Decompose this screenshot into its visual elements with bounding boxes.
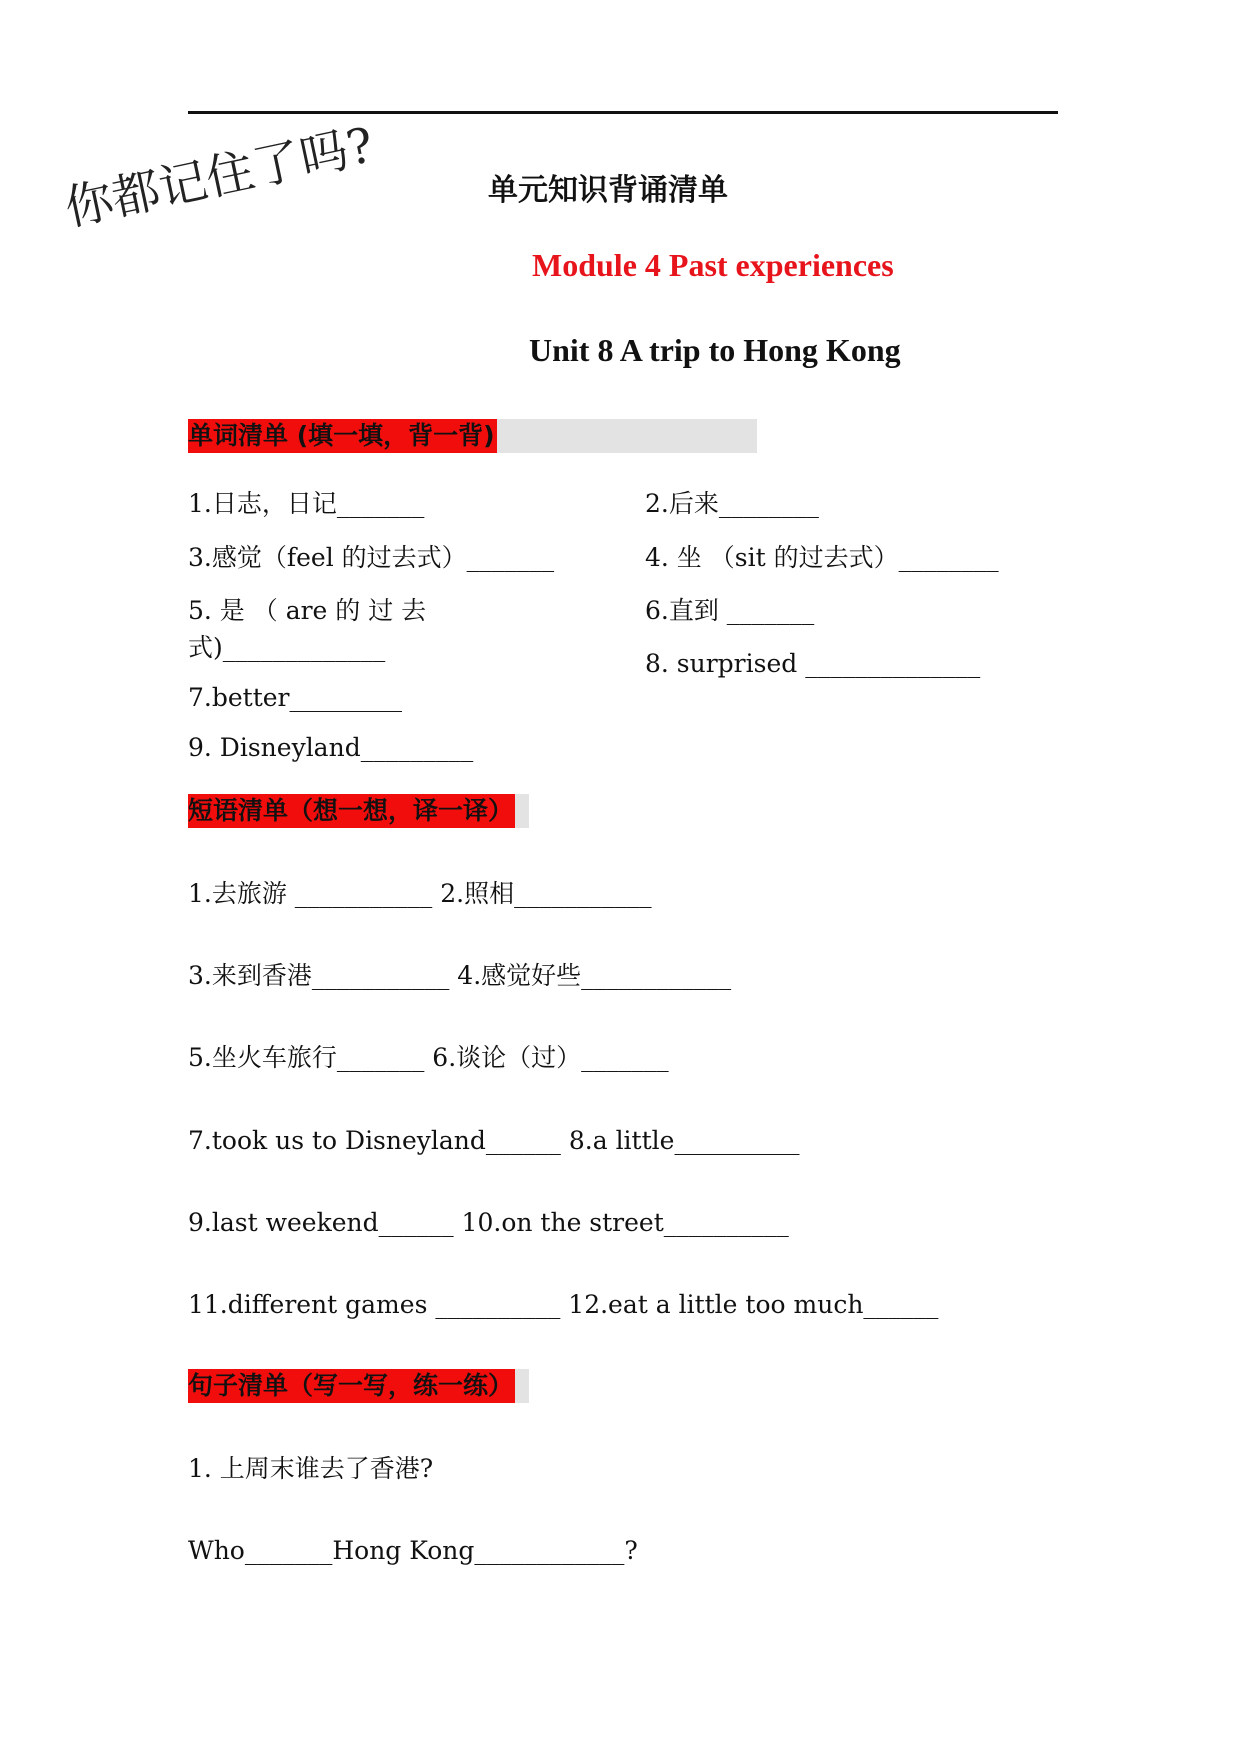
module-heading: Module 4 Past experiences <box>532 247 894 283</box>
section-header-phrases <box>188 794 529 828</box>
section-header-words-label: 单词清单 (填一填，背一背) <box>188 419 497 453</box>
word-item: 5. 是 （ are 的 过 去 <box>188 596 427 625</box>
word-item: 7.better_________ <box>188 683 402 712</box>
word-item: 2.后来________ <box>645 489 819 518</box>
sentence-answer-line: Who_______Hong Kong____________? <box>188 1536 638 1565</box>
unit-heading: Unit 8 A trip to Hong Kong <box>529 332 901 368</box>
section-header-highlight <box>515 1369 529 1403</box>
phrase-item: 9.last weekend______ 10.on the street__________ <box>188 1208 789 1237</box>
word-item: 6.直到 _______ <box>645 596 815 625</box>
word-item: 9. Disneyland_________ <box>188 733 474 762</box>
section-header-sentences <box>188 1369 529 1403</box>
section-header-phrases-label: 短语清单（想一想，译一译） <box>188 794 515 828</box>
phrase-item: 11.different games __________ 12.eat a little too much______ <box>188 1290 939 1319</box>
phrase-item: 5.坐火车旅行_______ 6.谈论（过）_______ <box>188 1043 669 1072</box>
word-item: 8. surprised ______________ <box>645 649 981 678</box>
word-item: 式)_____________ <box>188 633 386 662</box>
page-title: 单元知识背诵清单 <box>488 173 728 208</box>
phrase-item: 7.took us to Disneyland______ 8.a little__________ <box>188 1126 800 1155</box>
top-rule <box>188 111 1058 114</box>
phrase-item: 3.来到香港___________ 4.感觉好些____________ <box>188 961 732 990</box>
section-header-words <box>188 419 757 453</box>
section-header-sentences-label: 句子清单（写一写，练一练） <box>188 1369 515 1403</box>
word-item: 3.感觉（feel 的过去式）_______ <box>188 543 555 572</box>
section-header-highlight <box>497 419 757 453</box>
word-item: 4. 坐 （sit 的过去式）________ <box>645 543 999 572</box>
sentence-item: 1. 上周末谁去了香港? <box>188 1454 434 1483</box>
handwritten-stamp: 你都记住了吗? <box>59 117 379 238</box>
section-header-highlight <box>515 794 529 828</box>
word-item: 1.日志，日记_______ <box>188 489 425 518</box>
phrase-item: 1.去旅游 ___________ 2.照相___________ <box>188 879 652 908</box>
